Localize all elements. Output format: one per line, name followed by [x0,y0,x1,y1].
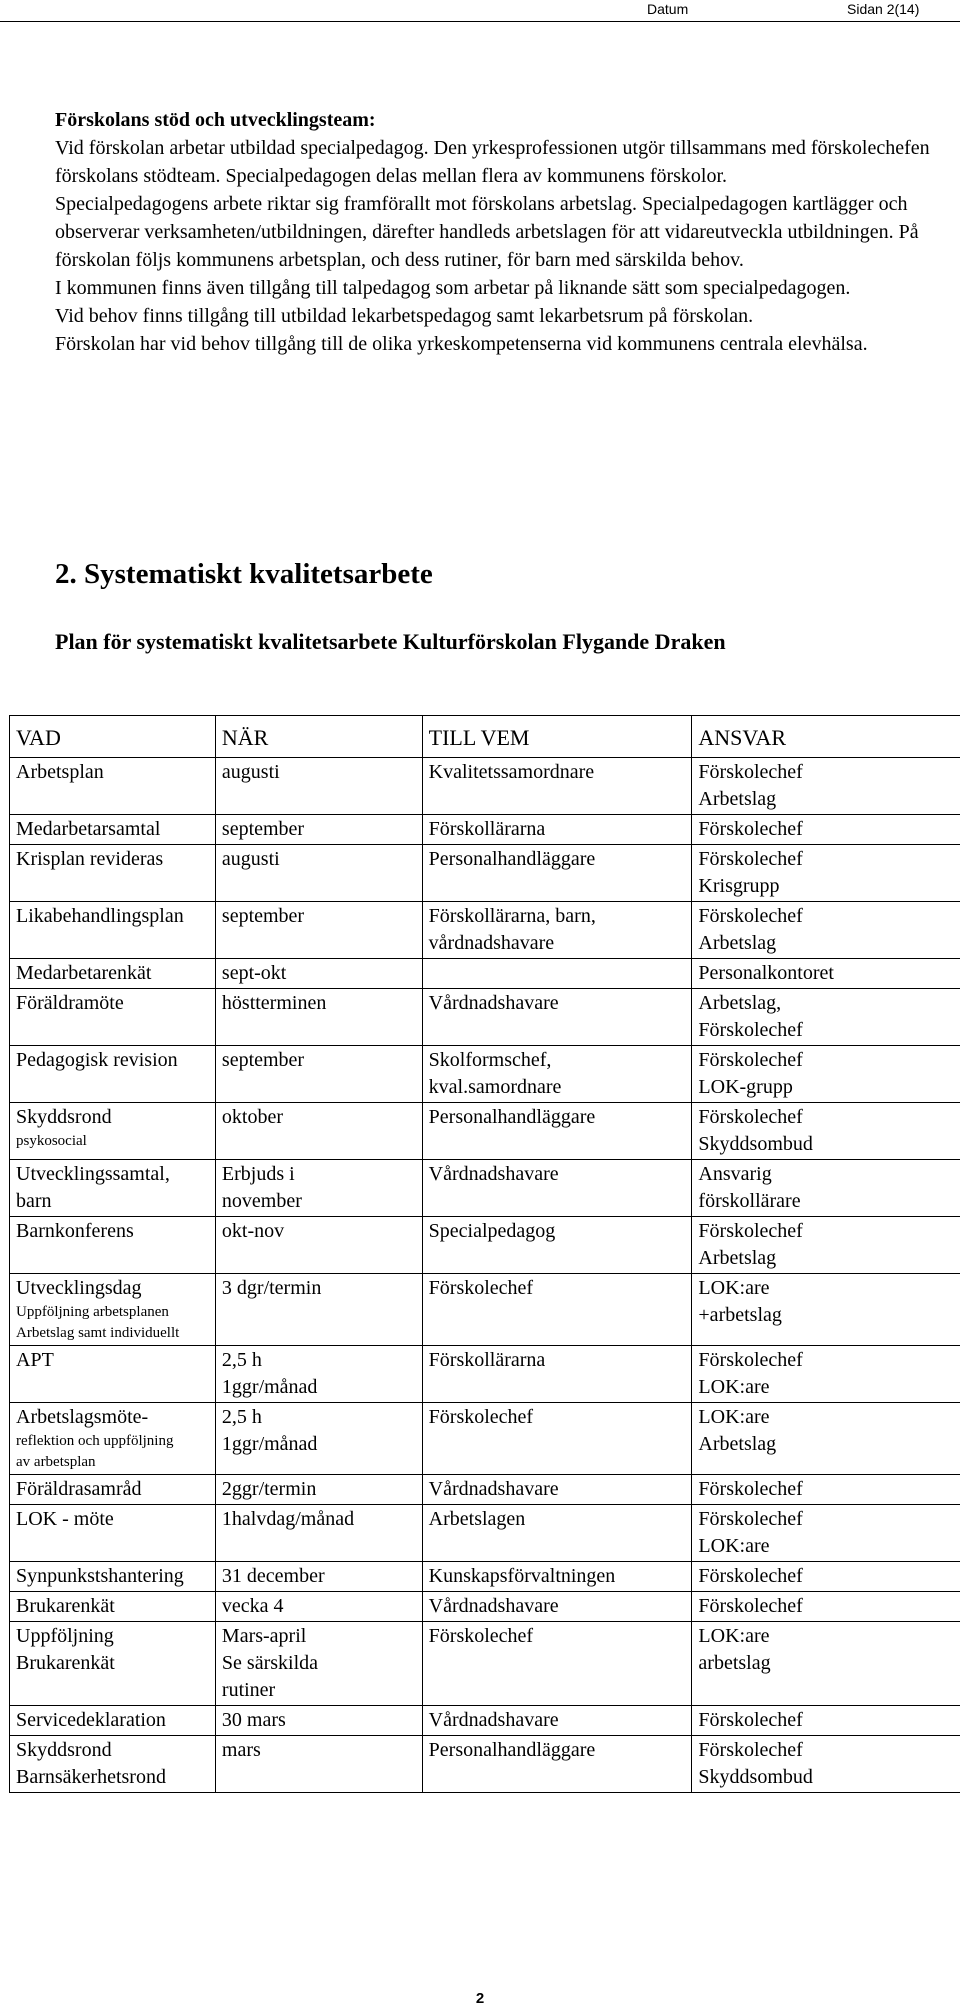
cell-line: 1ggr/månad [221,1433,318,1455]
cell-line: september [221,905,305,927]
cell-line: Skolformschef, [428,1049,552,1071]
table-cell-ansvar [692,845,960,902]
cell-line: Förskolechef [698,1739,803,1761]
cell-line: Förskolechef [698,1478,803,1500]
table-cell-vad [10,989,216,1046]
table-row [10,1505,960,1562]
intro-section [55,106,935,358]
cell-line: Förskolechef [428,1277,534,1299]
cell-line: Förskolechef [698,818,803,840]
table-cell-ansvar [692,758,960,815]
table-row [10,1403,960,1475]
table-cell-vad [10,959,216,989]
cell-line: vårdnadshavare [428,932,555,954]
table-cell-ansvar [692,815,960,845]
cell-line: Förskolechef [698,848,803,870]
cell-line: Förskolechef [698,1349,803,1371]
table-cell-vad [10,1217,216,1274]
cell-note: Arbetslag samt individuellt [16,1325,180,1341]
table-cell-nar [215,845,422,902]
table-cell-till-vem [422,815,692,845]
cell-line: Vårdnadshavare [428,1709,559,1731]
cell-line: Servicedeklaration [16,1709,166,1731]
table-cell-nar [215,1103,422,1160]
table-row [10,1706,960,1736]
cell-line: Arbetslag [698,1247,777,1269]
cell-line: Föräldrasamråd [16,1478,142,1500]
table-cell-ansvar [692,1475,960,1505]
cell-line: Brukarenkät [16,1652,115,1674]
table-header-row [10,716,960,758]
cell-line: Brukarenkät [16,1595,115,1617]
intro-title: Förskolans stöd och utvecklingsteam: [55,109,376,131]
table-row [10,758,960,815]
cell-line: Medarbetarenkät [16,962,152,984]
table-cell-vad [10,1475,216,1505]
cell-line: okt-nov [221,1220,285,1242]
table-cell-till-vem [422,1346,692,1403]
cell-line: Specialpedagog [428,1220,556,1242]
column-header-till-vem: TILL VEM [422,716,692,758]
cell-line: Barnsäkerhetsrond [16,1766,166,1788]
cell-note: reflektion och uppföljning [16,1433,174,1449]
cell-line: LOK:are [698,1535,770,1557]
cell-line: Skyddsrond [16,1106,112,1128]
table-cell-ansvar [692,902,960,959]
cell-line: Uppföljning [16,1625,114,1647]
cell-line: Förskolechef [428,1406,534,1428]
table-cell-ansvar [692,1505,960,1562]
table-row [10,845,960,902]
intro-paragraph: Vid behov finns tillgång till utbildad lekarbetspedagog samt lekarbetsrum på förskolan. [55,305,754,327]
table-cell-vad [10,1592,216,1622]
table-cell-ansvar [692,1346,960,1403]
cell-line: Arbetsplan [16,761,104,783]
table-row [10,989,960,1046]
table-cell-till-vem [422,1160,692,1217]
table-cell-ansvar [692,989,960,1046]
cell-line: Förskolechef [428,1625,534,1647]
table-cell-vad [10,1562,216,1592]
cell-line: arbetslag [698,1652,771,1674]
table-cell-vad [10,1103,216,1160]
cell-line: 2,5 h [221,1406,262,1428]
table-row [10,1103,960,1160]
cell-line: LOK-grupp [698,1076,793,1098]
cell-line: Krisgrupp [698,875,780,897]
table-row [10,1562,960,1592]
table-cell-vad [10,902,216,959]
cell-line: mars [221,1739,261,1761]
column-header-nar: NÄR [215,716,422,758]
cell-line: Arbetslag [698,932,777,954]
cell-line: Personalkontoret [698,962,834,984]
cell-line: Förskolechef [698,761,803,783]
page-number: 2 [475,1990,485,2007]
cell-line: Mars-april [221,1625,307,1647]
table-cell-nar [215,1562,422,1592]
cell-line: LOK:are [698,1625,770,1647]
cell-line: Arbetslag [698,788,777,810]
cell-line: Föräldramöte [16,992,124,1014]
table-cell-nar [215,902,422,959]
cell-note: psykosocial [16,1133,87,1149]
table-cell-nar [215,1403,422,1475]
cell-line: 2,5 h [221,1349,262,1371]
cell-line: Skyddsombud [698,1766,813,1788]
cell-line: Erbjuds i [221,1163,295,1185]
column-header-vad: VAD [10,716,216,758]
table-row [10,1217,960,1274]
table-cell-till-vem [422,1274,692,1346]
header-divider [0,21,960,22]
header-page-label: Sidan 2(14) [847,1,920,17]
cell-line: Förskolechef [698,1595,803,1617]
cell-line: november [221,1190,302,1212]
table-row [10,902,960,959]
table-cell-till-vem [422,1046,692,1103]
table-cell-nar [215,815,422,845]
cell-line: Förskolechef [698,1019,803,1041]
table-cell-till-vem [422,1706,692,1736]
cell-line: Arbetslag [698,1433,777,1455]
intro-paragraph: Förskolan har vid behov tillgång till de olika yrkeskompetenserna vid kommunens centrala elevhälsa. [55,333,868,355]
table-cell-till-vem [422,959,692,989]
table-cell-till-vem [422,1505,692,1562]
cell-line: Förskollärarna, barn, [428,905,596,927]
table-row [10,1346,960,1403]
cell-line: Arbetslag, [698,992,782,1014]
table-row [10,815,960,845]
cell-line: 30 mars [221,1709,286,1731]
table-cell-till-vem [422,1475,692,1505]
cell-line: september [221,1049,305,1071]
cell-line: Förskolechef [698,1508,803,1530]
cell-line: APT [16,1349,54,1371]
table-cell-ansvar [692,1736,960,1793]
table-cell-nar [215,1475,422,1505]
cell-line: Förskolechef [698,1709,803,1731]
cell-line: Förskolechef [698,1049,803,1071]
cell-line: Se särskilda [221,1652,318,1674]
table-cell-vad [10,1505,216,1562]
cell-line: Krisplan revideras [16,848,164,870]
table-cell-till-vem [422,1403,692,1475]
cell-line: Vårdnadshavare [428,1478,559,1500]
cell-line: Förskolechef [698,1220,803,1242]
table-cell-till-vem [422,758,692,815]
cell-line: Kunskapsförvaltningen [428,1565,616,1587]
table-cell-ansvar [692,1274,960,1346]
table-cell-nar [215,1160,422,1217]
intro-paragraph: I kommunen finns även tillgång till talpedagog som arbetar på liknande sätt som specialpedagogen. [55,277,851,299]
cell-line: Personalhandläggare [428,848,596,870]
cell-line: sept-okt [221,962,287,984]
cell-line: Förskolechef [698,1565,803,1587]
table-cell-till-vem [422,1103,692,1160]
cell-line: Arbetslagsmöte- [16,1406,149,1428]
table-cell-ansvar [692,1217,960,1274]
cell-line: barn [16,1190,52,1212]
table-cell-nar [215,1046,422,1103]
table-cell-vad [10,1706,216,1736]
cell-line: LOK - möte [16,1508,114,1530]
cell-line: LOK:are [698,1376,770,1398]
cell-line: LOK:are [698,1277,770,1299]
intro-paragraph: Specialpedagogens arbete riktar sig framförallt mot förskolans arbetslag. Specialpedagogen kartlägger och observerar verksamheten/utbildningen, därefter handleds arbetslagen för att vidareutveckla utbildningen. På förskolan följs kommunens arbetsplan, och dess rutiner, för barn med särskilda behov. [55,193,919,271]
cell-note: Uppföljning arbetsplanen [16,1304,169,1320]
cell-line: Pedagogisk revision [16,1049,178,1071]
table-cell-till-vem [422,845,692,902]
cell-line: +arbetslag [698,1304,782,1326]
cell-line: oktober [221,1106,283,1128]
table-cell-vad [10,1403,216,1475]
table-row [10,1475,960,1505]
cell-line: kval.samordnare [428,1076,562,1098]
table-cell-till-vem [422,1217,692,1274]
table-cell-ansvar [692,1160,960,1217]
table-cell-ansvar [692,1403,960,1475]
table-row [10,1736,960,1793]
cell-line: Utvecklingssamtal, [16,1163,170,1185]
cell-line: Förskollärarna [428,818,546,840]
cell-line: förskollärare [698,1190,801,1212]
cell-line: augusti [221,848,280,870]
cell-line: Medarbetarsamtal [16,818,161,840]
cell-line: rutiner [221,1679,276,1701]
table-cell-nar [215,1346,422,1403]
cell-line: Personalhandläggare [428,1739,596,1761]
cell-line: Ansvarig [698,1163,772,1185]
table-cell-nar [215,1274,422,1346]
table-cell-vad [10,845,216,902]
table-cell-nar [215,989,422,1046]
table-cell-ansvar [692,1706,960,1736]
table-cell-vad [10,1046,216,1103]
table-cell-nar [215,1217,422,1274]
table-cell-vad [10,758,216,815]
table-cell-nar [215,1505,422,1562]
table-cell-vad [10,1622,216,1706]
table-cell-ansvar [692,959,960,989]
cell-line: LOK:are [698,1406,770,1428]
table-cell-ansvar [692,1046,960,1103]
quality-plan-table [9,715,960,1793]
page-header [0,0,960,22]
cell-line: Synpunkstshantering [16,1565,184,1587]
table-row [10,959,960,989]
table-cell-till-vem [422,1622,692,1706]
cell-line: Personalhandläggare [428,1106,596,1128]
table-cell-vad [10,1736,216,1793]
cell-line: Vårdnadshavare [428,992,559,1014]
cell-line: Likabehandlingsplan [16,905,184,927]
table-cell-ansvar [692,1562,960,1592]
table-cell-vad [10,815,216,845]
cell-line: Förskolechef [698,1106,803,1128]
table-cell-ansvar [692,1103,960,1160]
cell-line: 31 december [221,1565,325,1587]
cell-line: Förskolechef [698,905,803,927]
table-row [10,1274,960,1346]
cell-line: Skyddsombud [698,1133,813,1155]
cell-line: Utvecklingsdag [16,1277,142,1299]
table-cell-till-vem [422,902,692,959]
header-date-label: Datum [647,1,689,17]
cell-line: Barnkonferens [16,1220,134,1242]
plan-heading: Plan för systematiskt kvalitetsarbete Kulturförskolan Flygande Draken [55,629,726,654]
cell-line: 2ggr/termin [221,1478,317,1500]
cell-line: Skyddsrond [16,1739,112,1761]
section-heading: 2. Systematiskt kvalitetsarbete [55,558,433,590]
intro-paragraph: Vid förskolan arbetar utbildad specialpedagog. Den yrkesprofessionen utgör tillsammans med förskolechefen förskolans stödteam. Specialpedagogen delas mellan flera av kommunens förskolor. [55,137,930,187]
table-cell-nar [215,1622,422,1706]
table-cell-nar [215,959,422,989]
table-cell-vad [10,1274,216,1346]
table-cell-nar [215,1736,422,1793]
table-cell-vad [10,1160,216,1217]
table-cell-nar [215,758,422,815]
table-cell-vad [10,1346,216,1403]
table-cell-till-vem [422,1736,692,1793]
table-cell-till-vem [422,989,692,1046]
table-cell-ansvar [692,1622,960,1706]
table-cell-till-vem [422,1592,692,1622]
table-row [10,1592,960,1622]
cell-line: Förskollärarna [428,1349,546,1371]
cell-line: 1ggr/månad [221,1376,318,1398]
cell-line: Vårdnadshavare [428,1163,559,1185]
cell-line: 1halvdag/månad [221,1508,355,1530]
column-header-ansvar: ANSVAR [692,716,960,758]
cell-line: vecka 4 [221,1595,284,1617]
table-cell-nar [215,1706,422,1736]
cell-line: Kvalitetssamordnare [428,761,595,783]
table-cell-nar [215,1592,422,1622]
table-cell-ansvar [692,1592,960,1622]
table-row [10,1622,960,1706]
cell-note: av arbetsplan [16,1454,96,1470]
table-cell-till-vem [422,1562,692,1592]
cell-line: Vårdnadshavare [428,1595,559,1617]
cell-line: Arbetslagen [428,1508,526,1530]
table-row [10,1046,960,1103]
cell-line: september [221,818,305,840]
cell-line: höstterminen [221,992,327,1014]
table-row [10,1160,960,1217]
cell-line: 3 dgr/termin [221,1277,322,1299]
cell-line: augusti [221,761,280,783]
